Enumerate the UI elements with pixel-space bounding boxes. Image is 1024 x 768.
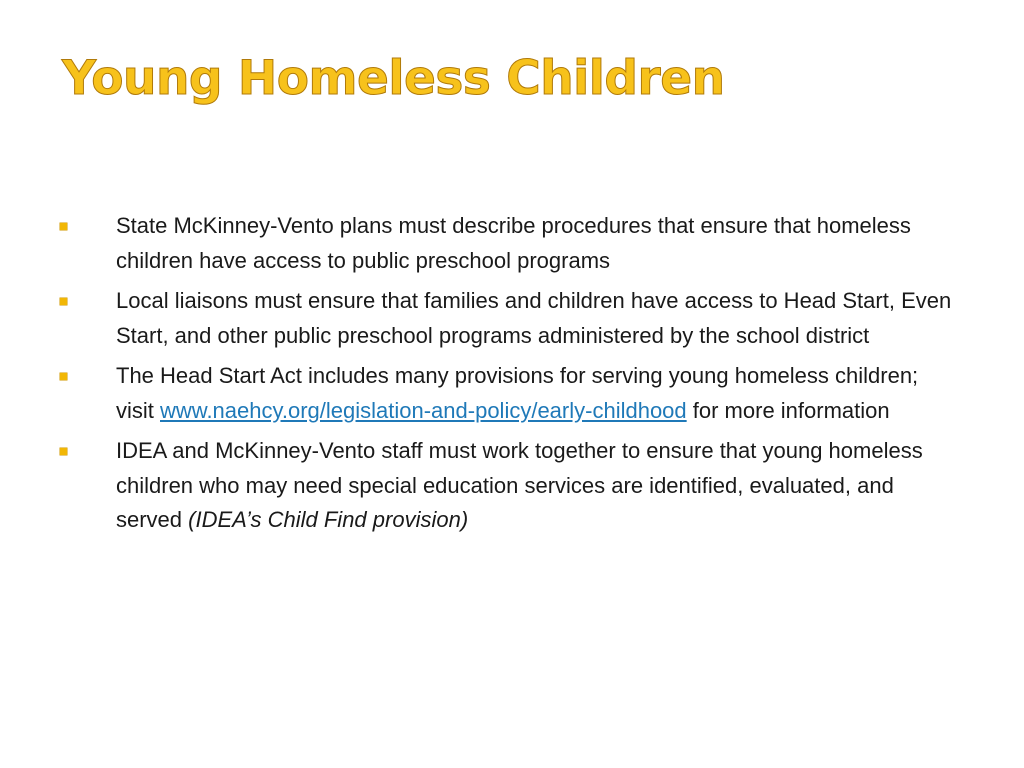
bullet-item-2 [58, 284, 958, 353]
square-bullet-icon [60, 373, 67, 380]
bullet-text-after-link: for more information [686, 397, 890, 423]
bullet-text: IDEA and McKinney-Vento staff must work together to ensure that young homeless children who may need special education services are identified, evaluated, and served [116, 438, 923, 532]
naehcy-early-childhood-link[interactable]: www.naehcy.org/legislation-and-policy/early-childhood [160, 397, 687, 423]
bullet-text-before-link: The Head Start Act includes many provisions for serving young homeless children; visit [116, 363, 919, 423]
child-find-note: (IDEA’s Child Find provision) [188, 507, 469, 532]
bullet-item-3 [58, 359, 958, 428]
slide-title: Young Homeless Children [62, 51, 725, 106]
bullet-item-4 [58, 434, 958, 538]
bullet-text: State McKinney-Vento plans must describe procedures that ensure that homeless children have access to public preschool programs [116, 213, 911, 273]
bullet-item-1 [58, 209, 958, 278]
square-bullet-icon [60, 298, 67, 305]
square-bullet-icon [60, 223, 67, 230]
bullet-text: Local liaisons must ensure that families and children have access to Head Start, Even Start, and other public preschool programs administered by the school district [116, 288, 952, 348]
bullet-list [58, 209, 958, 544]
square-bullet-icon [60, 448, 67, 455]
